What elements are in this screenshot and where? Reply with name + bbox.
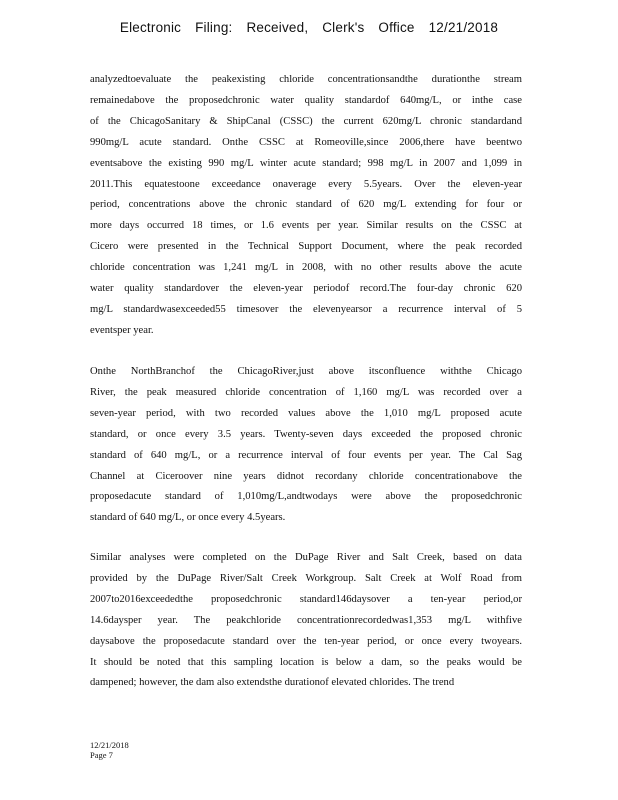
text-line: seven-year period, with two recorded values above the 1,010 mg/L proposed acute (90, 407, 522, 419)
filing-header: Electronic Filing: Received, Clerk's Office 12/21/2018 (119, 20, 499, 35)
text-line: River, the peak measured chloride concentration of 1,160 mg/L was recorded over a (90, 386, 522, 398)
text-line: 2011.This equatestoone exceedance onaverage every 5.5years. Over the eleven-year (90, 178, 522, 190)
text-line: Onthe NorthBranchof the ChicagoRiver,just above itsconfluence withthe Chicago (90, 366, 522, 377)
text-line: dampened; however, the dam also extendsthe durationof elevated chlorides. The trend (90, 677, 455, 689)
page-footer (90, 740, 129, 760)
text-line: water quality standardover the eleven-year periodof record.The four-day chronic 620 (90, 283, 522, 295)
text-line: chloride concentration was 1,241 mg/L in 2008, with no other results above the acute (90, 262, 522, 274)
text-line: more days occurred 18 times, or 1.6 events per year. Similar results on the CSSC at (90, 220, 522, 232)
paragraph-cssc-analysis (90, 70, 522, 342)
text-line: 2007to2016exceededthe proposedchronic standard146daysover a ten-year period,or (90, 593, 522, 605)
paragraph-north-branch (90, 362, 522, 529)
text-line: standard of 640 mg/L, or once every 4.5years. (90, 512, 286, 524)
text-line: provided by the DuPage River/Salt Creek Workgroup. Salt Creek at Wolf Road from (90, 572, 522, 584)
text-line: standard of 640 mg/L, or a recurrence interval of four events per year. The Cal Sag (90, 449, 522, 461)
text-line: Cicero were presented in the Technical Support Document, where the peak recorded (90, 241, 522, 253)
text-line: period, concentrations above the chronic standard of 620 mg/L extending for four or (90, 199, 522, 211)
text-line: analyzedtoevaluate the peakexisting chloride concentrationsandthe durationthe stream (90, 74, 522, 85)
text-line: remainedabove the proposedchronic water quality standardof 640mg/L, or inthe case (90, 94, 522, 106)
text-line: Similar analyses were completed on the DuPage River and Salt Creek, based on data (90, 552, 522, 563)
text-line: mg/L standardwasexceeded55 timesover the elevenyearsor a recurrence interval of 5 (90, 303, 522, 315)
text-line: eventsabove the existing 990 mg/L winter acute standard; 998 mg/L in 2007 and 1,099 in (90, 157, 522, 169)
text-line: of the ChicagoSanitary & ShipCanal (CSSC) the current 620mg/L chronic standardand (90, 115, 522, 127)
text-line: eventsper year. (90, 324, 154, 336)
text-line: proposedacute standard of 1,010mg/L,andtwodays were above the proposedchronic (90, 491, 522, 503)
footer-date: 12/21/2018 (90, 740, 129, 750)
paragraph-dupage-salt-creek (90, 548, 522, 694)
text-line: 14.6daysper year. The peakchloride concentrationrecordedwas1,353 mg/L withfive (90, 614, 522, 626)
footer-page-number: Page 7 (90, 750, 113, 760)
text-line: Channel at Ciceroover nine years didnot recordany chloride concentrationabove the (90, 470, 522, 482)
text-line: daysabove the proposedacute standard over the ten-year period, or once every twoyears. (90, 635, 522, 647)
text-line: It should be noted that this sampling location is below a dam, so the peaks would be (90, 656, 522, 668)
text-line: 990mg/L acute standard. Onthe CSSC at Romeoville,since 2006,there have beentwo (90, 136, 522, 148)
text-line: standard, or once every 3.5 years. Twenty-seven days exceeded the proposed chronic (90, 428, 522, 440)
